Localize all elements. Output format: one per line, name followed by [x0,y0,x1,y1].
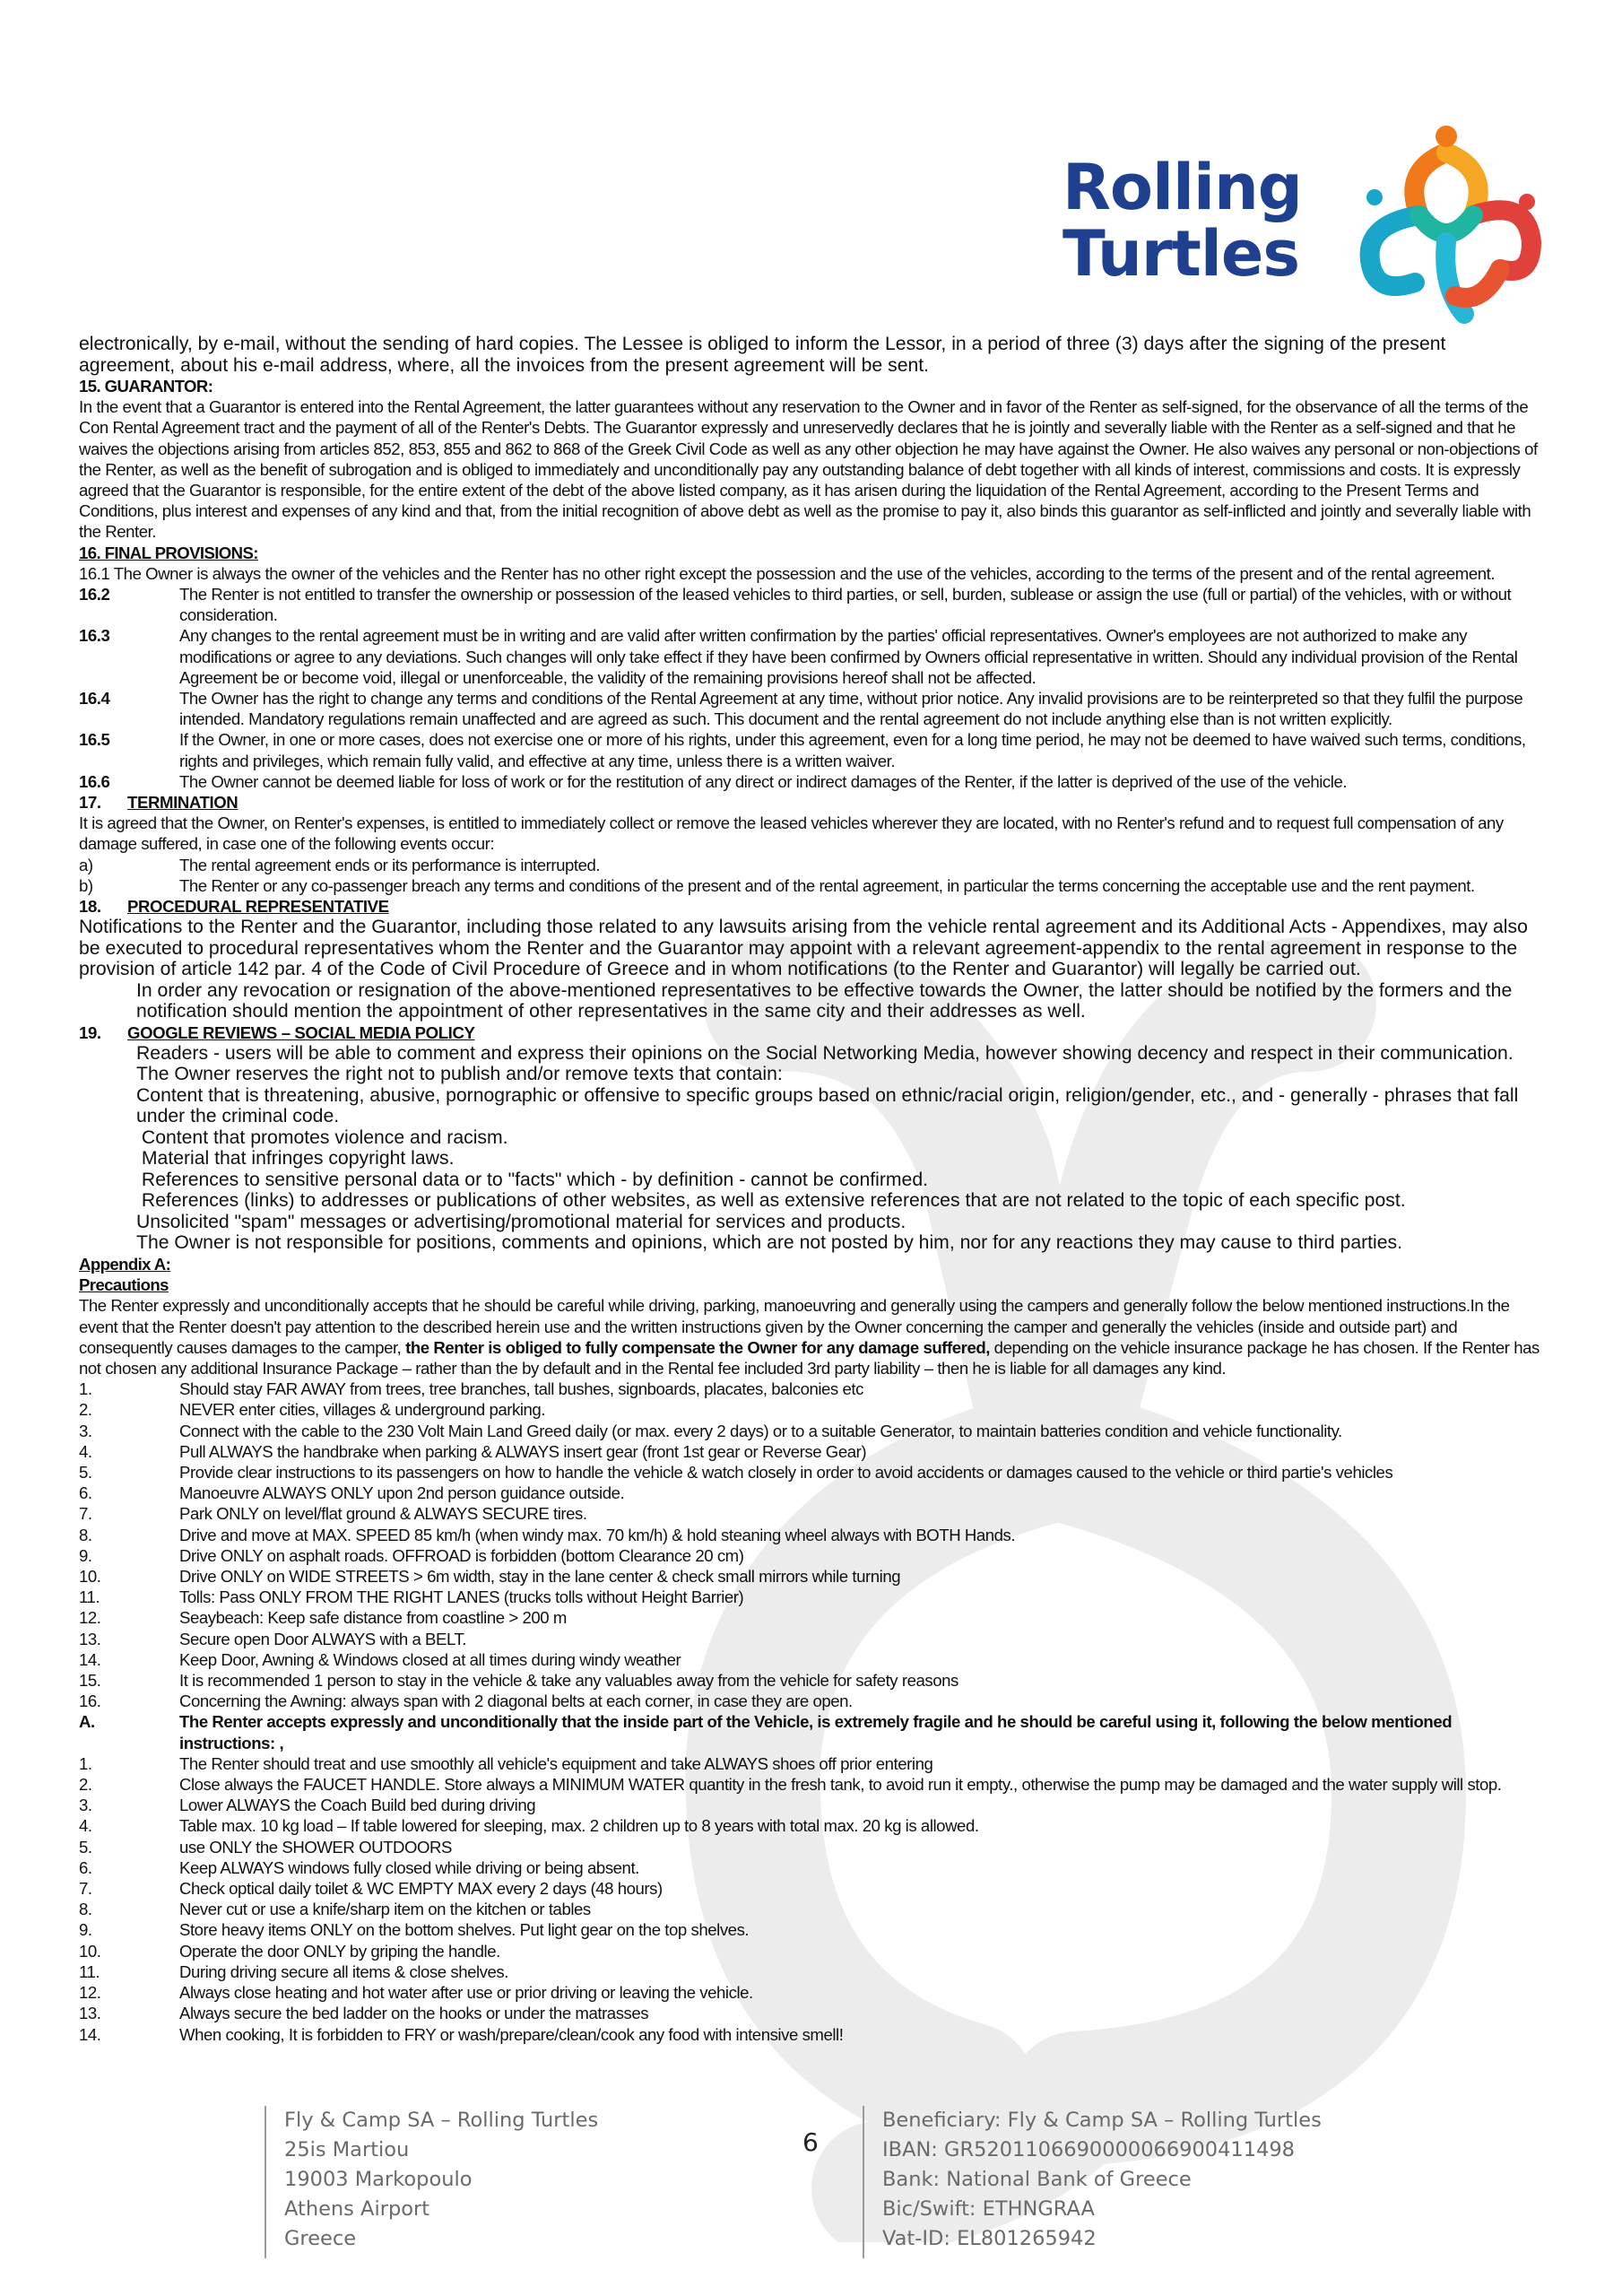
list-item [79,1941,1546,1961]
item-text: Store heavy items ONLY on the bottom shelves. Put light gear on the top shelves. [179,1920,750,1940]
bank-line: IBAN: GR5201106690000066900411498 [882,2138,1295,2161]
item-text: Never cut or use a knife/sharp item on the kitchen or tables [179,1900,591,1919]
section-15-text: In the event that a Guarantor is entered into the Rental Agreement, the latter guarantees without any reservation to the Owner and in favor of the Renter as self-signed, for the observance of all the terms of the Con Rental Agreement tract and the payment of all of the Renter's Debts. The Guarantor expressly and unreservedly declares that he is jointly and severally liable with the Renter as a self-signed and that he waives the objections arising from articles 852, 853, 855 and 862 to 868 of the Greek Civil Code as well as any other objection he may have against the Owner. He also waives any personal or non-objections of the Renter, as well as the benefit of subrogation and is obliged to immediately and unconditionally pay any outstanding balance of debt together with all kinds of interest, commissions and costs. It is expressly agreed that the Guarantor is responsible, for the entire extent of the debt of the above listed company, as it has arisen during the liquidation of the Rental Agreement, according to the Present Terms and Conditions, plus interest and expenses of any kind and that, from the initial recognition of above debt as well as the promise to pay it, also binds this guarantor as self-inflicted and jointly and severally liable with the Renter. [79,397,1538,542]
list-item [79,1878,1546,1899]
section-title: PROCEDURAL REPRESENTATIVE [127,897,389,917]
list-item [79,1670,1546,1691]
item-text: Operate the door ONLY by griping the handle. [179,1941,500,1961]
item-text: The rental agreement ends or its performance is interrupted. [179,855,601,874]
list-item [79,1629,1546,1649]
item-text: The Renter accepts expressly and unconditionally that the inside part of the Vehicle, is extremely fragile and he should be careful using it, following the below mentioned instructions: , [179,1712,1453,1752]
list-item [79,1899,1546,1919]
item-number: 1. [79,1379,92,1399]
section-a-heading [79,1711,1546,1752]
address-line: Athens Airport [284,2197,430,2221]
item-number: a) [79,855,93,874]
list-item [79,1837,1546,1857]
item-text: Drive ONLY on asphalt roads. OFFROAD is forbidden (bottom Clearance 20 cm) [179,1545,744,1565]
section-19-line: Content that promotes violence and racism. [136,1126,508,1148]
list-item [79,1607,1546,1628]
company-address [265,2106,598,2258]
appendix-paragraph [79,1295,1546,1378]
item-number: A. [79,1712,95,1732]
item-number: 4. [79,1816,92,1836]
precautions-list [79,1378,1546,1711]
section-16-heading: 16. FINAL PROVISIONS: [79,543,258,562]
section-19-heading [79,1022,1546,1043]
section-16-item [79,625,1546,688]
section-18-p2: In order any revocation or resignation of the above-mentioned representatives to be effective towards the Owner, the latter should be notified by the formers and the notification should mention the appointment of other representatives in the same city and their addresses as well. [136,979,1513,1022]
item-number: 16.6 [79,771,110,791]
section-18-p1: Notifications to the Renter and the Guarantor, including those related to any lawsuits arising from the vehicle rental agreement and its Additional Acts - Appendixes, may also be executed to procedural representatives whom the Renter and the Guarantor may appoint with a relevant agreement-appendix to the rental agreement in response to the provision of article 142 par. 4 of the Code of Civil Procedure of Greece and in whom notifications (to the Renter and Guarantor) will legally be carried out. [79,917,1528,980]
list-item [79,1982,1546,2003]
interior-list [79,1753,1546,2045]
item-text: Keep Door, Awning & Windows closed at all times during windy weather [179,1649,681,1669]
item-number: 5. [79,1463,92,1483]
item-text: It is recommended 1 person to stay in the vehicle & take any valuables away from the vehicle for safety reasons [179,1671,958,1691]
section-16-1: 16.1 The Owner is always the owner of the vehicles and the Renter has no other right except the possession and the use of the vehicles, according to the terms of the present and of the rental agreement. [79,563,1496,583]
logo-line-1: Rolling [1063,151,1302,224]
list-item [79,1378,1546,1399]
address-line: Greece [284,2227,357,2250]
item-number: 2. [79,1400,92,1420]
item-text: During driving secure all items & close shelves. [179,1961,508,1981]
list-item [79,1503,1546,1524]
bank-line: Beneficiary: Fly & Camp SA – Rolling Turtles [882,2109,1322,2132]
item-text: Close always the FAUCET HANDLE. Store always a MINIMUM WATER quantity in the fresh tank, to avoid run it empty., otherwise the pump may be damaged and the water supply will stop. [179,1775,1502,1795]
item-text: Secure open Door ALWAYS with a BELT. [179,1629,467,1648]
item-number: 12. [79,1983,101,2003]
item-text: NEVER enter cities, villages & underground parking. [179,1400,546,1420]
intro-paragraph: electronically, by e-mail, without the sending of hard copies. The Lessee is obliged to inform the Lessor, in a period of three (3) days after the signing of the present agreement, about his e-mail address, where, all the invoices from the present agreement will be sent. [79,334,1446,376]
item-number: 11. [79,1961,100,1981]
item-number: 16. [79,1692,101,1711]
company-logo [1063,117,1565,332]
item-text: The Renter or any co-passenger breach any terms and conditions of the present and of the rental agreement, in particular the terms concerning the acceptable use and the rent payment. [179,875,1475,895]
item-number: 7. [79,1879,92,1899]
item-number: 12. [79,1608,101,1628]
section-19-line: References to sensitive personal data or to "facts" which - by definition - cannot be confirmed. [136,1169,929,1190]
item-text: Drive ONLY on WIDE STREETS > 6m width, stay in the lane center & check small mirrors while turning [179,1567,901,1587]
item-number: 9. [79,1545,92,1565]
section-19-line: Unsolicited "spam" messages or advertising/promotional material for services and products. [136,1211,906,1232]
section-19-line: Readers - users will be able to comment and express their opinions on the Social Networking Media, however showing decency and respect in their communication. [136,1042,1514,1064]
item-number: 11. [79,1587,100,1607]
section-19-line: The Owner reserves the right not to publish and/or remove texts that contain: [136,1064,783,1085]
section-number: 18. [79,897,101,917]
section-number: 17. [79,793,101,813]
section-16-item [79,729,1546,770]
section-17-heading [79,792,1546,813]
section-17-text: It is agreed that the Owner, on Renter's expenses, is entitled to immediately collect or remove the leased vehicles wherever they are located, with no Renter's refund and to request full compensation of any damage suffered, in case one of the following events occur: [79,813,1504,854]
bank-line: Bank: National Bank of Greece [882,2168,1192,2191]
section-16-item [79,771,1546,792]
logo-wordmark [1063,151,1302,291]
item-text: The Renter is not entitled to transfer the ownership or possession of the leased vehicles to third parties, or sell, burden, sublease or assign the use (full or partial) of the vehicles, with or without consideration. [179,585,1512,625]
section-18-heading [79,896,1546,917]
item-number: 8. [79,1900,92,1919]
page-number: 6 [802,2127,819,2157]
section-19-line: Material that infringes copyright laws. [136,1148,455,1170]
list-item [79,2024,1546,2045]
bank-details [863,2106,1322,2258]
item-number: 14. [79,2024,101,2044]
list-item [79,1441,1546,1462]
item-number: 10. [79,1941,101,1961]
list-item [79,1566,1546,1587]
turtle-logo-icon [1339,117,1554,332]
item-number: 2. [79,1775,92,1795]
section-19-line: The Owner is not responsible for positions, comments and opinions, which are not posted by him, nor for any reactions they may cause to third parties. [136,1232,1403,1254]
item-text: Park ONLY on level/flat ground & ALWAYS SECURE tires. [179,1504,587,1524]
item-number: 14. [79,1649,101,1669]
item-number: 1. [79,1753,92,1773]
item-number: 5. [79,1837,92,1857]
section-15-heading: 15. GUARANTOR: [79,377,213,396]
item-text: Pull ALWAYS the handbrake when parking & ALWAYS insert gear (front 1st gear or Reverse Gear) [179,1441,867,1461]
item-number: 15. [79,1671,101,1691]
item-number: b) [79,875,93,895]
item-number: 16.2 [79,585,110,604]
item-text: Any changes to the rental agreement must be in writing and are valid after written confirmation by the parties' official representatives. Owner's employees are not authorized to make any modifications or agree to any deviations. Such changes will only take effect if they have been confirmed by Owners official representative in written. Should any individual provision of the Rental Agreement be or become void, illegal or unenforceable, the validity of the remaining provisions hereof shall not be affected. [179,626,1518,687]
item-number: 16.3 [79,626,110,646]
appendix-paragraph-start: The Renter expressly and unconditionally accepts that he should be careful while driving, parking, manoeuvring and generally using the campers and generally follow the below mentioned instructions.In the event that the Renter doesn't pay attention to the described herein use and the written instructions given by the Owner concerning the camper and generally the vehicles (inside and outside part) and consequently causes damages to the camper, [79,1296,1510,1357]
item-number: 9. [79,1920,92,1940]
item-text: Tolls: Pass ONLY FROM THE RIGHT LANES (trucks tolls without Height Barrier) [179,1587,744,1607]
list-item [79,1961,1546,1982]
list-item [79,2003,1546,2023]
list-item [79,1919,1546,1940]
item-number: 16.5 [79,730,110,750]
appendix-subtitle: Precautions [79,1275,169,1295]
item-number: 10. [79,1567,101,1587]
address-line: Fly & Camp SA – Rolling Turtles [284,2109,599,2132]
item-number: 16.4 [79,689,110,709]
list-item [79,1483,1546,1503]
item-text: Manoeuvre ALWAYS ONLY upon 2nd person guidance outside. [179,1483,625,1503]
list-item [79,1525,1546,1545]
list-item [79,1399,1546,1420]
bank-line: Bic/Swift: ETHNGRAA [882,2197,1095,2221]
list-item [79,1691,1546,1711]
list-item [79,1587,1546,1607]
item-text: Always secure the bed ladder on the hooks or under the matrasses [179,2004,649,2023]
item-number: 4. [79,1441,92,1461]
item-text: Always close heating and hot water after use or prior driving or leaving the vehicle. [179,1983,753,2003]
bank-line: Vat-ID: EL801265942 [882,2227,1097,2250]
list-item [79,1649,1546,1670]
item-number: 6. [79,1483,92,1503]
list-item [79,1753,1546,1774]
section-19-line: References (links) to addresses or publications of other websites, as well as extensive references that are not related to the topic of each specific post. [136,1190,1406,1212]
page-footer [0,2097,1622,2258]
section-17-item [79,855,1546,875]
address-line: 25is Martiou [284,2138,410,2161]
item-number: 3. [79,1421,92,1440]
item-text: Drive and move at MAX. SPEED 85 km/h (when windy max. 70 km/h) & hold steaning wheel always with BOTH Hands. [179,1525,1016,1544]
item-text: Concerning the Awning: always span with 2 diagonal belts at each corner, in case they are open. [179,1692,853,1711]
list-item [79,1857,1546,1878]
item-text: The Renter should treat and use smoothly all vehicle's equipment and take ALWAYS shoes off prior entering [179,1753,933,1773]
item-number: 7. [79,1504,92,1524]
section-title: TERMINATION [127,793,239,813]
item-text: Check optical daily toilet & WC EMPTY MAX every 2 days (48 hours) [179,1879,663,1899]
list-item [79,1815,1546,1836]
section-16-item [79,584,1546,625]
item-text: Keep ALWAYS windows fully closed while driving or being absent. [179,1857,639,1877]
item-text: When cooking, It is forbidden to FRY or wash/prepare/clean/cook any food with intensive smell! [179,2024,844,2044]
list-item [79,1795,1546,1815]
item-text: Should stay FAR AWAY from trees, tree branches, tall bushes, signboards, placates, balconies etc [179,1379,863,1399]
item-text: Table max. 10 kg load – If table lowered for sleeping, max. 2 children up to 8 years with total max. 20 kg is allowed. [179,1816,979,1836]
item-number: 3. [79,1796,92,1815]
section-19-line: Content that is threatening, abusive, pornographic or offensive to specific groups based on ethnic/racial origin, religion/gender, etc., and - generally - phrases that fall under the criminal code. [136,1084,1519,1127]
section-17-item [79,875,1546,896]
item-text: Lower ALWAYS the Coach Build bed during driving [179,1796,536,1815]
item-text: Provide clear instructions to its passengers on how to handle the vehicle & watch closely in order to avoid accidents or damages caused to the vehicle or third partie's vehicles [179,1463,1393,1483]
item-text: The Owner cannot be deemed liable for loss of work or for the restitution of any direct or indirect damages of the Renter, if the latter is deprived of the use of the vehicle. [179,771,1348,791]
item-number: 13. [79,1629,101,1648]
section-title: GOOGLE REVIEWS – SOCIAL MEDIA POLICY [127,1022,475,1042]
appendix-title: Appendix A: [79,1254,171,1274]
item-number: 8. [79,1525,92,1544]
address-line: 19003 Markopoulo [284,2168,473,2191]
item-text: If the Owner, in one or more cases, does not exercise one or more of his rights, under this agreement, even for a long time period, he may not be deemed to have waived such terms, conditions, rights and privileges, which remain fully valid, and effective at any time, unless there is a written waiver. [179,730,1526,770]
item-text: use ONLY the SHOWER OUTDOORS [179,1837,452,1857]
appendix-paragraph-bold: the Renter is obliged to fully compensate the Owner for any damage suffered, [405,1337,990,1357]
document-body [79,334,1546,2045]
item-number: 13. [79,2004,101,2023]
logo-line-2: Turtles [1063,217,1300,291]
list-item [79,1774,1546,1795]
item-number: 6. [79,1857,92,1877]
section-number: 19. [79,1022,101,1042]
item-text: Connect with the cable to the 230 Volt Main Land Greed daily (or max. every 2 days) or to a suitable Generator, to maintain batteries condition and vehicle functionality. [179,1421,1342,1440]
item-text: Seaybeach: Keep safe distance from coastline > 200 m [179,1608,567,1628]
list-item [79,1545,1546,1566]
appendix-paragraph-end: depending on the vehicle insurance package he has chosen. If the Renter has not chosen any additional Insurance Package – rather than the by default and in the Rental fee included 3rd party liability – then he is liable for all damages any kind. [79,1337,1540,1378]
section-16-item [79,688,1546,729]
list-item [79,1421,1546,1441]
list-item [79,1462,1546,1483]
item-text: The Owner has the right to change any terms and conditions of the Rental Agreement at any time, without prior notice. Any invalid provisions are to be reinterpreted so that they fulfil the purpose intended. Mandatory regulations remain unaffected and are agreed as such. This document and the rental agreement do not include anything else than is not written explicitly. [179,689,1523,729]
